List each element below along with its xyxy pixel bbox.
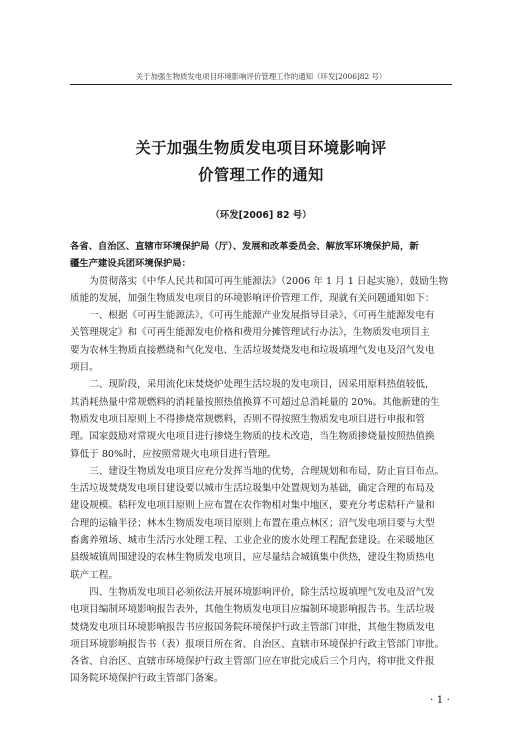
body-text-line: 畜禽养殖场、城市生活污水处理工程、工业企业的废水处理工程配套建设。在采暖地区 — [70, 535, 435, 547]
body-text-line: 三、建设生物质发电项目应充分发挥当地的优势，合理规划和布局，防止盲目布点。 — [70, 465, 445, 477]
body-text-line: 项目环境影响报告书（表）报项目所在省、自治区、直辖市环境保护行政主管部门审批。 — [70, 638, 445, 650]
body-text-line: 四、生物质发电项目必须依法开展环境影响评价，除生活垃圾填埋气发电及沼气发 — [70, 586, 435, 598]
body-text-line: 焚烧发电项目环境影响报告书应报国务院环境保护行政主管部门审批，其他生物质发电 — [70, 621, 435, 633]
body-text-line: 其消耗热量中常规燃料的消耗量按照热值换算不可超过总消耗量的 20%。其他新建的生 — [70, 396, 440, 408]
document-number: （环发[2006] 82 号） — [210, 210, 312, 221]
body-text-line: 生活垃圾焚烧发电项目建设要以城市生活垃圾集中处置规划为基础，确定合理的布局及 — [70, 483, 435, 495]
page-number: · 1 · — [429, 694, 450, 706]
document-title-line-1: 关于加强生物质发电项目环境影响评 — [135, 139, 387, 157]
body-text-line: 质能的发展，加强生物质发电项目的环境影响评价管理工作，现就有关问题通知如下： — [70, 292, 435, 304]
addressee-line: 疆生产建设兵团环境保护局： — [70, 258, 191, 270]
body-text-line: 联产工程。 — [70, 569, 118, 581]
body-text-line: 算低于 80%时，应按照常规火电项目进行管理。 — [70, 448, 277, 460]
body-text-line: 物质发电项目原则上不得掺烧常规燃料，否则不得按照生物质发电项目进行申报和管 — [70, 413, 425, 425]
addressee-line: 各省、自治区、直辖市环境保护局（厅）、发展和改革委员会、解放军环境保护局，新 — [70, 241, 419, 252]
body-text-line: 关管理规定》和《可再生能源发电价格和费用分摊管理试行办法》，生物质发电项目主 — [70, 327, 430, 339]
body-text-line: 为贯彻落实《中华人民共和国可再生能源法》（2006 年 1 月 1 日起实施），鼓励生物 — [70, 275, 449, 287]
body-text-line: 各省、自治区、直辖市环境保护行政主管部门应在审批完成后三个月内，将审批文件报 — [70, 656, 435, 668]
document-title-line-2: 价管理工作的通知 — [198, 166, 324, 184]
running-header: 关于加强生物质发电项目环境影响评价管理工作的通知（环发[2006]82 号） — [135, 72, 387, 81]
body-text-line: 电项目编制环境影响报告表外，其他生物质发电项目应编制环境影响报告书。生活垃圾 — [70, 604, 435, 616]
body-text-line: 二、现阶段，采用流化床焚烧炉处理生活垃圾的发电项目，因采用原料热值较低， — [70, 379, 435, 391]
body-text-line: 合理的运输半径；林木生物质发电项目原则上布置在重点林区；沼气发电项目要与大型 — [70, 517, 435, 529]
body-text-line: 一、根据《可再生能源法》、《可再生能源产业发展指导目录》、《可再生能源发电有 — [70, 310, 435, 322]
document-body — [70, 238, 452, 688]
header-divider — [70, 84, 452, 85]
body-text-line: 理。国家鼓励对常规火电项目进行掺烧生物质的技术改造，当生物质掺烧量按照热值换 — [70, 431, 435, 443]
body-text-line: 要为农林生物质直接燃烧和气化发电、生活垃圾焚烧发电和垃圾填埋气发电及沼气发电 — [70, 344, 435, 356]
body-text-line: 县级城镇周围建设的农林生物质发电项目，应尽量结合城镇集中供热，建设生物质热电 — [70, 552, 435, 564]
body-text-line: 项目。 — [70, 362, 99, 374]
body-text — [70, 273, 452, 688]
body-text-line: 国务院环境保护行政主管部门备案。 — [70, 673, 224, 685]
body-text-line: 建设规模。秸秆发电项目原则上应布置在农作物相对集中地区，要充分考虑秸秆产量和 — [70, 500, 435, 512]
